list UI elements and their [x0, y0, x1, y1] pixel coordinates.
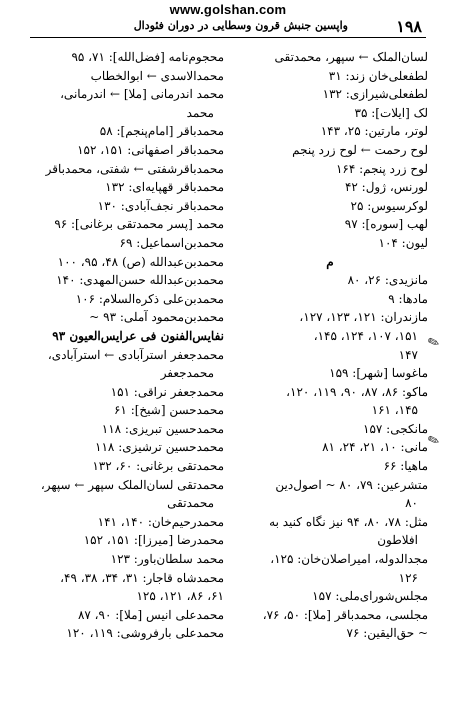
index-entry: لسان‌الملک ← سپهر، محمدتقی [274, 50, 428, 64]
index-entry: ماکو: ۸۶، ۸۷، ۹۰، ۱۱۹، ۱۲۰، [286, 384, 428, 399]
index-entry: م [326, 254, 334, 269]
index-entry: لطفعلی‌خان زند: ۳۱ [328, 68, 428, 83]
index-entry: افلاطون [377, 533, 418, 548]
index-entry: محمدجعفر نراقی: ۱۵۱ [110, 384, 224, 399]
index-entry: ۱۴۵، ۱۶۱ [371, 403, 418, 418]
index-entry: لطفعلی‌شیرازی: ۱۳۲ [322, 87, 428, 102]
index-entry: محمد [پسر محمدتقی برغانی]: ۹۶ [54, 217, 224, 232]
index-entry: محمدعلی بارفروشی: ۱۱۹، ۱۲۰ [66, 626, 224, 641]
index-entry: لوتر، مارتین: ۲۵، ۱۴۳ [320, 124, 428, 139]
index-column-right [232, 48, 428, 643]
index-entry: مثل: ۷۸، ۸۰، ۹۴ نیز نگاه کنید به [269, 514, 428, 529]
index-entry: محمدتقی برغانی: ۶۰، ۱۳۲ [92, 459, 224, 474]
index-entry: ماهیا: ۶۶ [383, 459, 428, 474]
page-number: ۱۹۸ [396, 17, 422, 36]
index-entry: محمدباقرشفتی ← شفتی، محمدباقر [45, 161, 224, 176]
index-entry: ~ حق‌الیقین: ۷۶ [346, 626, 428, 641]
index-entry: مازندران: ۱۲۱، ۱۲۳، ۱۲۷، [299, 310, 428, 325]
margin-annotation: ✎ [425, 431, 443, 451]
index-entry: متشرعین: ۷۹، ۸۰ ~ اصول‌دین [275, 477, 428, 492]
index-column-left [18, 48, 224, 643]
index-entry: مانی: ۱۰، ۲۱، ۲۴، ۸۱ [322, 440, 428, 455]
index-entry: لوح رحمت ← لوح زرد پنجم [292, 142, 428, 157]
index-entry: محمدتقی لسان‌الملک سپهر ← سپهر، [40, 477, 224, 492]
index-entry: نفایس‌الفنون فی عرایس‌العیون ۹۳ [52, 328, 224, 343]
index-entry: محمدحسن [شیخ]: ۶۱ [113, 403, 224, 418]
index-entry: محمد سلطان‌باور: ۱۲۳ [110, 552, 224, 567]
index-entry: محمد اندرمانی [ملا] ← اندرمانی، [60, 87, 224, 102]
index-entry: محمدبن‌عبدالله (ص) ۴۸، ۹۵، ۱۰۰ [57, 254, 224, 269]
margin-annotation: ✎ [425, 333, 443, 353]
index-entry: لوح زرد پنجم: ۱۶۴ [335, 161, 428, 176]
index-entry: محمدبن‌اسماعیل: ۶۹ [119, 235, 224, 250]
index-entry: محمدحسین ترشیزی: ۱۱۸ [95, 440, 224, 455]
page-header [30, 17, 426, 38]
index-entry: محمدباقر اصفهانی: ۱۵۱، ۱۵۲ [77, 142, 224, 157]
index-entry: محمدحسین تبریزی: ۱۱۸ [101, 421, 224, 436]
index-entry: مجدالدوله، امیراصلان‌خان: ۱۲۵، [270, 552, 428, 567]
index-entry: ۱۴۷ [398, 347, 418, 362]
index-entry: ۱۵۱، ۱۰۷، ۱۲۴، ۱۴۵، [313, 328, 418, 343]
index-entry: مجلسی، محمدباقر [ملا]: ۵۰، ۷۶، [262, 607, 428, 622]
index-entry: محمدشاه قاجار: ۳۱، ۳۴، ۳۸، ۴۹، [60, 570, 224, 585]
index-entry: محمدعلی انیس [ملا]: ۹۰، ۸۷ [77, 607, 224, 622]
index-entry: محمدتقی [167, 496, 214, 511]
index-entry: لیون: ۱۰۴ [378, 235, 428, 250]
index-entry: محمدباقر قهپایه‌ای: ۱۳۲ [105, 180, 224, 195]
index-entry: محمدجعفر [160, 366, 214, 381]
index-entry: محمدباقر [امام‌پنجم]: ۵۸ [99, 124, 224, 139]
index-entry: محمدبن‌محمود آملی: ۹۳ ~ [89, 310, 224, 325]
index-entry: لک [ایلات]: ۳۵ [354, 105, 428, 120]
index-entry: محمدالاسدی ← ابوالخطاب [90, 68, 224, 83]
site-url: www.golshan.com [169, 2, 287, 17]
index-entry: محمدبن‌علی ذکره‌السلام: ۱۰۶ [75, 291, 224, 306]
index-entry: محمدجعفر استرآبادی ← استرآبادی، [47, 347, 224, 362]
index-entry: مانکجی: ۱۵۷ [363, 421, 428, 436]
index-entry: محمدبن‌عبدالله حسن‌المهدی: ۱۴۰ [56, 273, 224, 288]
index-entry: محمد [186, 105, 214, 120]
index-entry: مانزیدی: ۲۶، ۸۰ [347, 273, 428, 288]
index-entry: محمدرضا [میرزا]: ۱۵۱، ۱۵۲ [83, 533, 224, 548]
index-entry: ۱۲۶ [398, 570, 418, 585]
index-entry: محمدرحیم‌خان: ۱۴۰، ۱۴۱ [97, 514, 224, 529]
index-entry: محمدباقر نجف‌آبادی: ۱۳۰ [97, 198, 224, 213]
index-entry: لوکرسیوس: ۲۵ [350, 198, 428, 213]
index-entry: محجوم‌نامه [فضل‌الله]: ۷۱، ۹۵ [71, 50, 224, 64]
index-entry: لهب [سوره]: ۹۷ [344, 217, 428, 232]
index-entry: مجلس‌شورای‌ملی: ۱۵۷ [312, 589, 428, 604]
index-entry: ماغوسا [شهر]: ۱۵۹ [329, 366, 428, 381]
index-entry: لورنس، ژول: ۴۲ [344, 180, 428, 195]
index-entry: ۶۱، ۸۶، ۱۲۱، ۱۲۵ [136, 589, 224, 604]
index-entry: ۸۰ [405, 496, 418, 511]
running-title: واپسین جنبش قرون وسطایی در دوران فئودال [133, 19, 348, 32]
index-entry: مادها: ۹ [388, 291, 428, 306]
